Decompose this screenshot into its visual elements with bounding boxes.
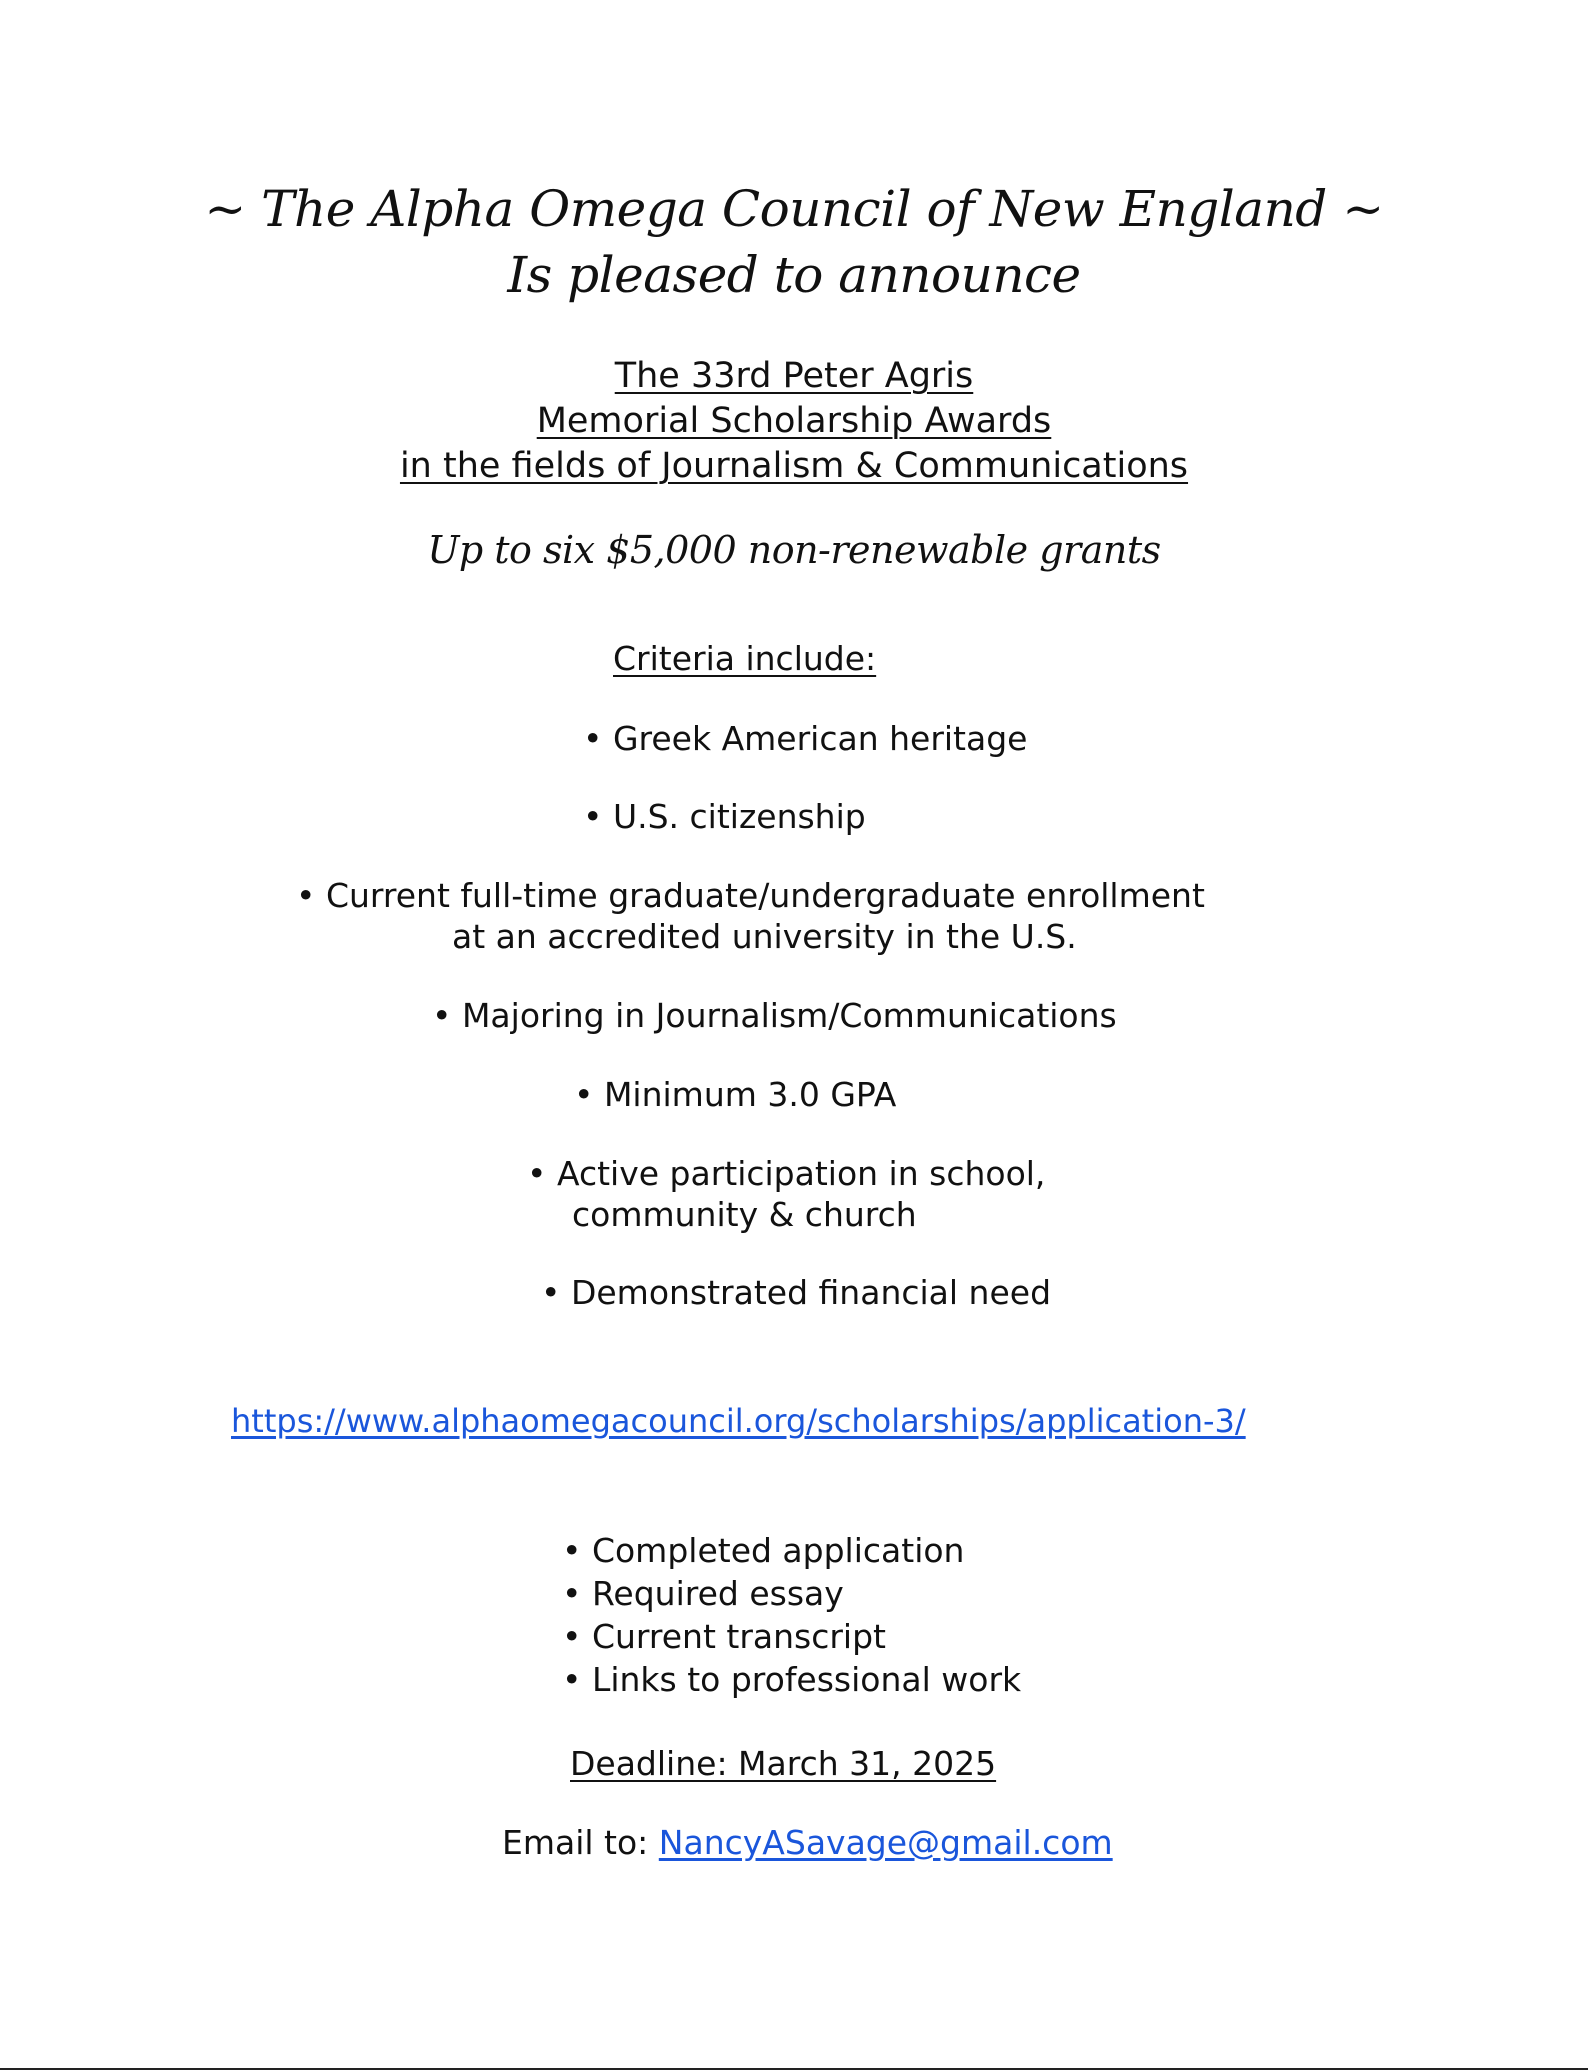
- criteria-item-enrollment: • Current full-time graduate/undergraduate enrollment: [296, 876, 1205, 915]
- application-link[interactable]: https://www.alphaomegacouncil.org/scholarships/application-3/: [231, 1402, 1246, 1440]
- criteria-item-financial-need: • Demonstrated financial need: [541, 1273, 1052, 1312]
- award-title-line-3: in the fields of Journalism & Communications: [399, 446, 1189, 486]
- award-title-line-2: Memorial Scholarship Awards: [536, 401, 1052, 441]
- header-organization-line: ~ The Alpha Omega Council of New England ~: [204, 180, 1384, 238]
- criteria-item-participation-cont: community & church: [572, 1195, 917, 1234]
- email-label: Email to:: [502, 1823, 659, 1862]
- criteria-item-heritage: • Greek American heritage: [583, 719, 1028, 758]
- criteria-item-enrollment-cont: at an accredited university in the U.S.: [452, 917, 1077, 956]
- criteria-heading: Criteria include:: [613, 639, 877, 678]
- requirement-item-portfolio: • Links to professional work: [562, 1660, 1022, 1699]
- requirement-item-essay: • Required essay: [562, 1574, 844, 1613]
- requirement-item-application: • Completed application: [562, 1531, 965, 1570]
- deadline: Deadline: March 31, 2025: [570, 1744, 997, 1783]
- header-announce-line: Is pleased to announce: [507, 246, 1081, 304]
- criteria-item-citizenship: • U.S. citizenship: [583, 797, 866, 836]
- page-bottom-divider: [0, 2068, 1588, 2070]
- award-title-line-1: The 33rd Peter Agris: [614, 356, 974, 396]
- criteria-item-major: • Majoring in Journalism/Communications: [432, 996, 1117, 1035]
- email-line: [502, 1823, 1113, 1862]
- requirement-item-transcript: • Current transcript: [562, 1617, 886, 1656]
- grants-subtitle: Up to six $5,000 non-renewable grants: [427, 528, 1161, 572]
- criteria-item-gpa: • Minimum 3.0 GPA: [574, 1075, 897, 1114]
- criteria-item-participation: • Active participation in school,: [527, 1154, 1046, 1193]
- email-link[interactable]: NancyASavage@gmail.com: [658, 1823, 1113, 1862]
